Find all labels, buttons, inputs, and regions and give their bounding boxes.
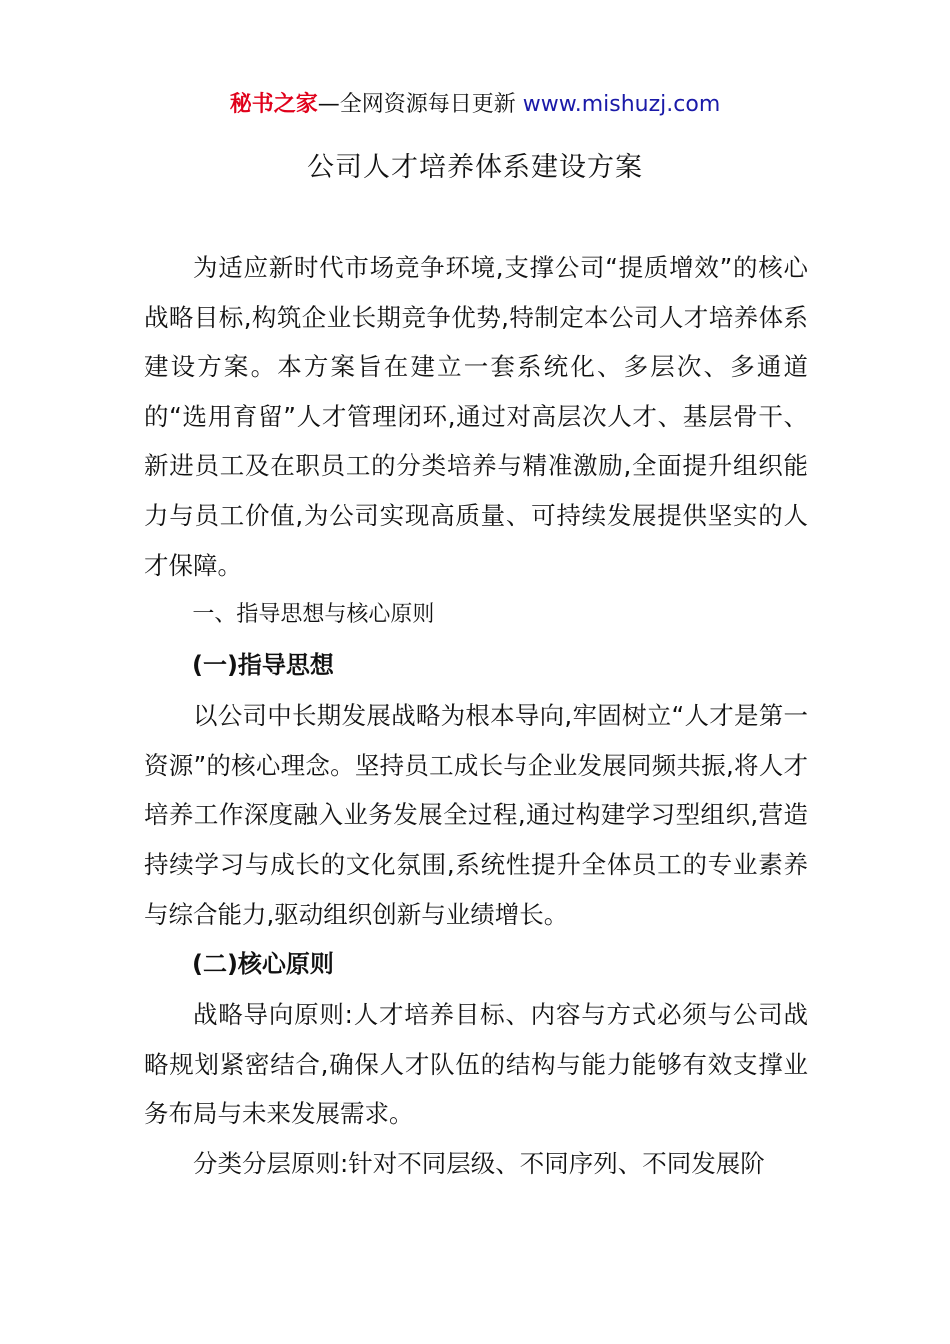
site-url-link[interactable]: www.mishuzj.com (522, 92, 721, 117)
document-body (144, 243, 808, 1189)
subsection-heading-core-principles: (二)核心原则 (192, 950, 334, 979)
site-header (0, 88, 950, 122)
site-brand: 秘书之家 (229, 92, 318, 117)
section-heading-1: 一、指导思想与核心原则 (192, 602, 435, 628)
subsection-heading-guiding-thought: (一)指导思想 (192, 651, 334, 680)
principle-classification-paragraph: 分类分层原则:针对不同层级、不同序列、不同发展阶 (193, 1148, 765, 1178)
principle-strategy-paragraph: 战略导向原则:人才培养目标、内容与方式必须与公司战略规划紧密结合,确保人才队伍的结构与能力能够有效支撑业务布局与未来发展需求。 (144, 1000, 808, 1129)
intro-paragraph: 为适应新时代市场竞争环境,支撑公司“提质增效”的核心战略目标,构筑企业长期竞争优势,特制定本公司人才培养体系建设方案。本方案旨在建立一套系统化、多层次、多通道的“选用育留”人才管理闭环,通过对高层次人才、基层骨干、新进员工及在职员工的分类培养与精准激励,全面提升组织能力与员工价值,为公司实现高质量、可持续发展提供坚实的人才保障。 (144, 253, 808, 580)
site-tagline: 全网资源每日更新 (339, 92, 516, 117)
guiding-thought-paragraph: 以公司中长期发展战略为根本导向,牢固树立“人才是第一资源”的核心理念。坚持员工成长与企业发展同频共振,将人才培养工作深度融入业务发展全过程,通过构建学习型组织,营造持续学习与成长的文化氛围,系统性提升全体员工的专业素养与综合能力,驱动组织创新与业绩增长。 (144, 701, 808, 929)
document-title: 公司人才培养体系建设方案 (307, 152, 643, 183)
header-dash: — (317, 92, 340, 117)
